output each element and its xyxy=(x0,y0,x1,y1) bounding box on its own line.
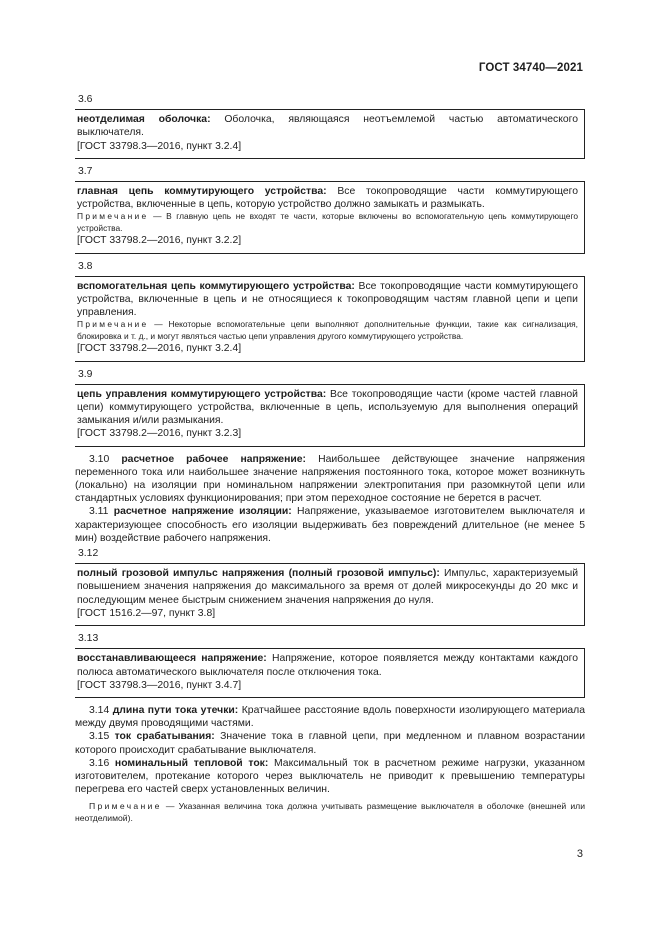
term-text: Наибольшее действующее значение напряжения переменного тока или наибольшее значение напряжения постоянного тока, которое может возникнуть (локально) на изоляции при номинальном напряжении электропитания при разомкнутой цепи или стандартных условиях функционирования; при этом переходное состояние не берется в расчет. xyxy=(75,453,586,505)
term-definition xyxy=(77,388,578,428)
term-number: 3.11 xyxy=(89,506,109,518)
term-definition xyxy=(77,280,578,320)
term-text: Максимальный ток в расчетном режиме нагрузки, указанном изготовителем, протекание которого через выключатель не приводит к превышению температуры перегрева его частей сверх установленных величин. xyxy=(75,757,585,796)
term-number: 3.6 xyxy=(78,94,93,105)
term-definition-box xyxy=(75,109,585,159)
term-text: Все токопроводящие части коммутирующего устройства, включенные в цепь и не относящиеся к токопроводящим частям главной цепи и цепи управления. xyxy=(77,280,578,319)
term-definition-box xyxy=(75,276,585,362)
term-text: Оболочка, являющаяся неотъемлемой частью автоматического выключателя. xyxy=(77,114,578,139)
term-number: 3.9 xyxy=(78,368,93,380)
term-number: 3.13 xyxy=(78,633,99,645)
term-number: 3.15 xyxy=(89,731,110,743)
term-name: номинальный тепловой ток: xyxy=(114,757,269,769)
term-name: неотделимая оболочка: xyxy=(77,114,211,126)
term-name: расчетное напряжение изоляции: xyxy=(113,506,292,518)
document-code-header: ГОСТ 34740—2021 xyxy=(478,62,583,74)
term-name: цепь управления коммутирующего устройства: xyxy=(77,388,327,400)
term-text: Все токопроводящие части (кроме частей главной цепи) коммутирующего устройства, включенные в цепь, используемую для выполнения операций замыкания и/или размыкания. xyxy=(77,388,578,427)
term-paragraph xyxy=(75,757,585,797)
term-source-reference: [ГОСТ 33798.3—2016, пункт 3.4.7] xyxy=(77,679,242,691)
term-name: ток срабатывания: xyxy=(114,731,215,743)
term-paragraph xyxy=(75,505,585,545)
term-source-reference: [ГОСТ 33798.2—2016, пункт 3.2.4] xyxy=(77,343,242,355)
note-text: — Указанная величина тока должна учитывать размещение выключателя в оболочке (внешней или неотделимой). xyxy=(75,801,585,823)
term-name: главная цепь коммутирующего устройства: xyxy=(77,186,327,198)
term-number: 3.12 xyxy=(78,548,99,560)
term-definition xyxy=(77,567,578,607)
term-name: расчетное рабочее напряжение: xyxy=(121,453,306,465)
term-source-reference: [ГОСТ 33798.2—2016, пункт 3.2.2] xyxy=(77,235,242,247)
term-name: полный грозовой импульс напряжения (полный грозовой импульс): xyxy=(77,568,440,580)
term-text: Напряжение, указываемое изготовителем выключателя и характеризующее способность его изоляции выдерживать без повреждений длительное (не менее 5 мин) воздействие рабочего напряжения. xyxy=(75,506,586,544)
term-definition-box xyxy=(75,648,585,698)
term-source-reference: [ГОСТ 33798.3—2016, пункт 3.2.4] xyxy=(77,140,242,152)
term-note xyxy=(77,211,578,234)
term-definition xyxy=(77,652,578,678)
term-definition xyxy=(77,113,578,139)
term-name: длина пути тока утечки: xyxy=(112,704,239,716)
term-note xyxy=(75,801,585,824)
term-number: 3.7 xyxy=(78,165,93,177)
term-text: Значение тока в главной цепи, при медленном и плавном возрастании которого происходит срабатывание выключателя. xyxy=(75,731,586,756)
term-paragraph xyxy=(75,730,585,756)
term-text: Все токопроводящие части коммутирующего устройства, включенные в цепь, которую устройство должно замыкать и размыкать. xyxy=(77,186,579,211)
note-label: Примечание xyxy=(77,319,149,330)
term-definition-box xyxy=(75,563,585,626)
term-text: Кратчайшее расстояние вдоль поверхности изолирующего материала между двумя проводящими частями. xyxy=(75,704,585,730)
note-label: Примечание xyxy=(89,801,162,812)
term-paragraph xyxy=(75,704,585,730)
term-text: Импульс, характеризуемый повышением значения напряжения до максимального за время от долей микросекунды до 20 мкс и последующим менее быстрым снижением значения напряжения до нуля. xyxy=(77,568,578,606)
term-definition xyxy=(77,185,578,211)
page-number: 3 xyxy=(576,848,583,860)
note-text: — Некоторые вспомогательные цепи выполняют дополнительные функции, такие как сигнализация, блокировка и т. д., и могут являться частью цепи управления другого коммутирующего устройства. xyxy=(77,319,579,341)
term-source-reference: [ГОСТ 1516.2—97, пункт 3.8] xyxy=(77,607,216,619)
term-number: 3.8 xyxy=(78,260,93,272)
term-name: вспомогательная цепь коммутирующего устройства: xyxy=(77,280,355,292)
term-number: 3.16 xyxy=(89,757,110,769)
term-name: восстанавливающееся напряжение: xyxy=(77,653,267,665)
term-definition-box xyxy=(75,384,585,447)
note-text: — В главную цепь не входят те части, которые включены во вспомогательную цепь коммутирующего устройства. xyxy=(77,211,578,233)
term-text: Напряжение, которое появляется между контактами каждого полюса автоматического выключателя после отключения тока. xyxy=(77,653,579,678)
term-source-reference: [ГОСТ 33798.2—2016, пункт 3.2.3] xyxy=(77,428,242,440)
document-body xyxy=(75,93,585,824)
note-label: Примечание xyxy=(77,211,149,222)
term-number: 3.14 xyxy=(89,704,110,716)
term-paragraph xyxy=(75,453,585,506)
term-note xyxy=(77,319,578,342)
term-definition-box xyxy=(75,181,585,254)
term-number: 3.10 xyxy=(89,453,110,465)
